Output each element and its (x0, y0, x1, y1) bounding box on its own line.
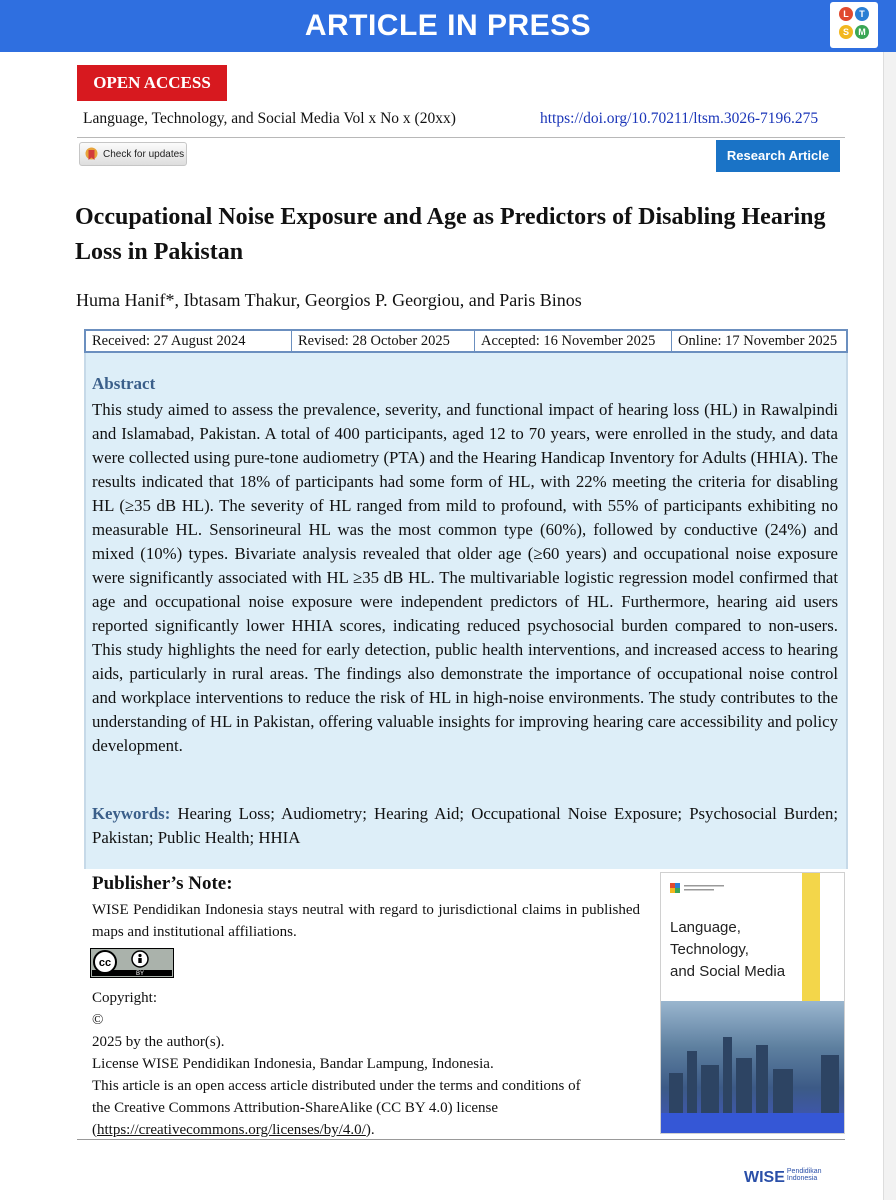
page-edge (883, 52, 896, 1200)
doi-link[interactable]: https://doi.org/10.70211/ltsm.3026-7196.275 (540, 110, 819, 127)
publisher-note-text: WISE Pendidikan Indonesia stays neutral with regard to jurisdictional claims in published maps and institutional affiliations. (92, 902, 640, 940)
license-url-line (92, 1119, 652, 1141)
cover-footer-strip (661, 1113, 845, 1134)
publication-dates (84, 329, 848, 353)
check-for-updates-label: Check for updates (103, 149, 185, 160)
cc-text: cc (98, 957, 112, 969)
article-in-press-banner (0, 0, 896, 52)
ltsm-letter-m: M (855, 25, 869, 39)
revised-date: Revised: 28 October 2025 (292, 331, 475, 351)
license-name: the Creative Commons Attribution-ShareAlike (CC BY 4.0) license (92, 1100, 499, 1116)
copyright-label: Copyright: (92, 990, 158, 1006)
accepted-date: Accepted: 16 November 2025 (475, 331, 672, 351)
license-publisher: License WISE Pendidikan Indonesia, Bandar Lampung, Indonesia. (92, 1056, 494, 1072)
license-terms: This article is an open access article distributed under the terms and conditions of (92, 1078, 581, 1094)
author-list: Huma Hanif*, Ibtasam Thakur, Georgios P. Georgiou, and Paris Binos (76, 290, 582, 310)
wise-wordmark: WISE (744, 1169, 785, 1186)
cover-title (670, 917, 800, 983)
cc-by-icon (91, 949, 173, 977)
cover-cityscape (661, 1001, 845, 1134)
journal-cover-image (660, 872, 845, 1134)
wise-indonesia: Indonesia (786, 1175, 818, 1182)
online-date: Online: 17 November 2025 (678, 333, 838, 349)
keywords (92, 802, 838, 850)
by-text: BY (135, 971, 145, 977)
ltsm-logo (830, 2, 878, 48)
wise-publisher-logo (744, 1168, 822, 1187)
check-for-updates-button[interactable] (79, 142, 187, 166)
copyright-year: 2025 by the author(s). (92, 1034, 225, 1050)
cover-title-line1: Language, (670, 919, 741, 936)
header-divider (77, 137, 845, 138)
wise-subtitle (787, 1168, 822, 1182)
keywords-text: Hearing Loss; Audiometry; Hearing Aid; Occupational Noise Exposure; Psychosocial Burden; Pakistan; Public Health; HHIA (92, 804, 838, 847)
copyright-block (92, 987, 652, 1141)
paren-open: ( (92, 1122, 97, 1138)
journal-citation: Language, Technology, and Social Media Vol x No x (20xx) (83, 110, 456, 127)
cover-logo-icon (670, 881, 730, 895)
article-type-badge: Research Article (716, 140, 840, 172)
cc-by-license-badge[interactable] (90, 948, 174, 978)
ltsm-letter-t: T (855, 7, 869, 21)
ltsm-letter-l: L (839, 7, 853, 21)
abstract-heading: Abstract (92, 374, 156, 393)
license-url-link[interactable]: https://creativecommons.org/licenses/by/4.0/ (97, 1122, 366, 1138)
copyright-symbol: © (92, 1012, 104, 1028)
banner-title: ARTICLE IN PRESS (304, 9, 592, 42)
bookmark-icon (85, 147, 98, 162)
footer-divider (77, 1139, 845, 1140)
received-date: Received: 27 August 2024 (86, 331, 292, 351)
ltsm-letter-s: S (839, 25, 853, 39)
cover-title-line3: and Social Media (670, 963, 786, 980)
wise-pendidikan: Pendidikan (786, 1168, 822, 1175)
open-access-badge: OPEN ACCESS (77, 65, 227, 101)
publisher-note-heading: Publisher’s Note: (92, 873, 233, 894)
article-title: Occupational Noise Exposure and Age as Predictors of Disabling Hearing Loss in Pakistan (75, 204, 826, 265)
paren-close: ). (365, 1122, 375, 1138)
cover-title-line2: Technology, (670, 941, 749, 958)
keywords-label: Keywords: (92, 804, 171, 823)
abstract-text: This study aimed to assess the prevalence, severity, and functional impact of hearing loss (HL) in Rawalpindi and Islamabad, Pakistan. A total of 400 participants, aged 12 to 70 years, were enrolled in the study, and data were collected using pure-tone audiometry (PTA) and the Hearing Handicap Inventory for Adults (HHIA). The results indicated that 18% of participants had some form of HL, with 22% meeting the criteria for disabling HL (≥35 dB HL). The severity of HL ranged from mild to profound, with 55% of participants exhibiting no measurable HL. Sensorineural HL was the most common type (60%), followed by conductive (24%) and mixed (10%) types. Bivariate analysis revealed that older age (≥60 years) and occupational noise exposure were significantly associated with HL ≥35 dB HL. The multivariable logistic regression model confirmed that age and occupational noise exposure were independent predictors of HL. Furthermore, hearing aid users reported significantly lower HHIA scores, indicating reduced psychosocial burden compared to non-users. This study highlights the need for early detection, public health interventions, and increased access to hearing aids, particularly in rural areas. The findings also demonstrate the importance of occupational noise control and workplace interventions to reduce the risk of HL in high-noise environments. The study contributes to the understanding of HL in Pakistan, offering valuable insights for improving hearing care accessibility and policy development. (92, 400, 838, 755)
